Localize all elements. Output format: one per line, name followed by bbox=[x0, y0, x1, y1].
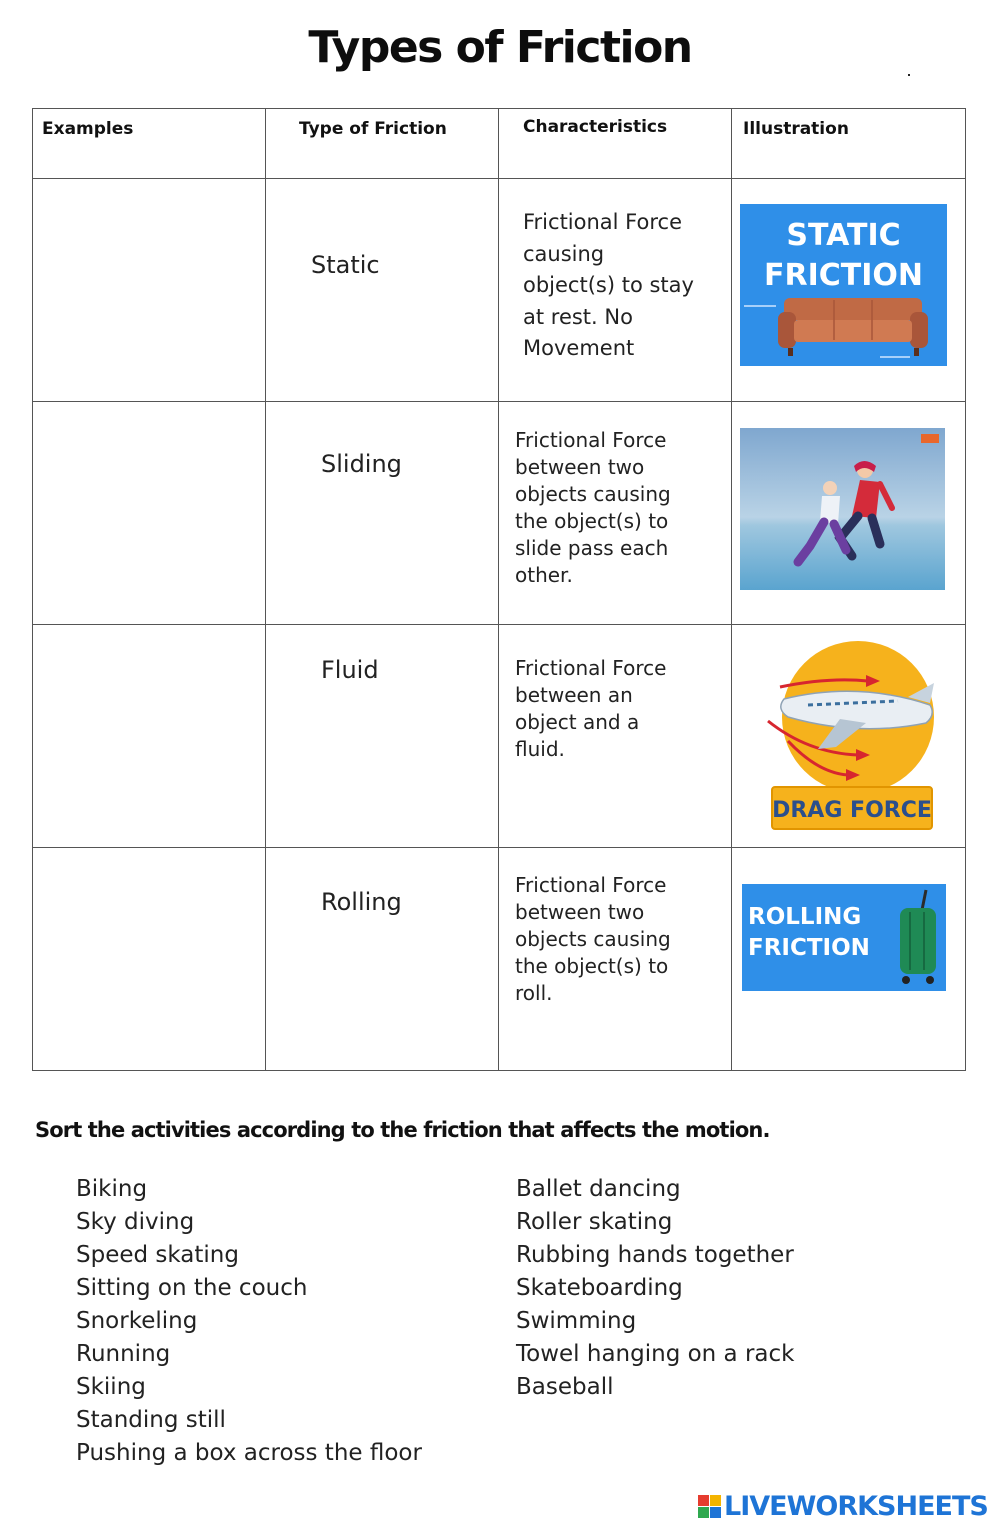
table-row bbox=[33, 402, 966, 625]
activity-item[interactable]: Snorkeling bbox=[76, 1308, 198, 1334]
table-row bbox=[33, 179, 966, 402]
illustration-cell bbox=[732, 625, 966, 848]
characteristics-cell bbox=[499, 402, 732, 625]
header-label: Characteristics bbox=[523, 117, 668, 137]
activity-item[interactable]: Sky diving bbox=[76, 1209, 195, 1235]
examples-cell[interactable] bbox=[33, 402, 266, 625]
activity-item[interactable]: Skateboarding bbox=[516, 1275, 683, 1301]
static-friction-illustration bbox=[740, 204, 947, 366]
illustration-cell bbox=[732, 402, 966, 625]
activity-item[interactable]: Standing still bbox=[76, 1407, 226, 1433]
type-label: Rolling bbox=[321, 888, 402, 916]
activity-item[interactable]: Towel hanging on a rack bbox=[516, 1341, 795, 1367]
type-cell bbox=[266, 625, 499, 848]
header-label: Illustration bbox=[743, 119, 849, 139]
activity-item[interactable]: Baseball bbox=[516, 1374, 614, 1400]
header-label: Type of Friction bbox=[299, 119, 447, 139]
couch-icon bbox=[740, 292, 947, 362]
logo-mark-icon bbox=[698, 1495, 721, 1518]
type-label: Sliding bbox=[321, 450, 402, 478]
header-examples bbox=[33, 109, 266, 179]
illustration-cell bbox=[732, 179, 966, 402]
type-cell bbox=[266, 402, 499, 625]
activity-item[interactable]: Skiing bbox=[76, 1374, 146, 1400]
activities-list-right bbox=[516, 1173, 794, 1404]
drag-force-label: DRAG FORCE bbox=[772, 798, 932, 823]
header-type bbox=[266, 109, 499, 179]
type-cell bbox=[266, 848, 499, 1071]
examples-cell[interactable] bbox=[33, 625, 266, 848]
logo-text: LIVEWORKSHEETS bbox=[724, 1490, 988, 1522]
header-illustration bbox=[732, 109, 966, 179]
illus-label: FRICTION bbox=[763, 258, 923, 293]
activity-item[interactable]: Rubbing hands together bbox=[516, 1242, 794, 1268]
illus-label: STATIC bbox=[786, 218, 901, 253]
activity-item[interactable]: Roller skating bbox=[516, 1209, 673, 1235]
page-title: Types of Friction bbox=[308, 22, 692, 73]
characteristics-text: Frictional Force between two objects causing the object(s) to roll. bbox=[515, 873, 671, 1005]
activities-list-left bbox=[76, 1173, 422, 1470]
illus-label: ROLLING bbox=[748, 904, 862, 930]
liveworksheets-logo bbox=[698, 1488, 988, 1524]
rolling-friction-illustration bbox=[742, 884, 946, 991]
table-row bbox=[33, 625, 966, 848]
stray-dot bbox=[908, 74, 910, 76]
activity-item[interactable]: Speed skating bbox=[76, 1242, 239, 1268]
activity-item[interactable]: Pushing a box across the floor bbox=[76, 1440, 422, 1466]
airplane-icon bbox=[758, 637, 944, 837]
characteristics-cell bbox=[499, 625, 732, 848]
illus-label: FRICTION bbox=[748, 935, 870, 961]
type-label: Static bbox=[311, 251, 380, 279]
ice-skaters-icon bbox=[740, 428, 945, 590]
characteristics-text: Frictional Force between two objects causing the object(s) to slide pass each other. bbox=[515, 428, 671, 587]
activity-item[interactable]: Running bbox=[76, 1341, 171, 1367]
characteristics-text: Frictional Force causing object(s) to stay at rest. No Movement bbox=[523, 210, 694, 360]
header-characteristics bbox=[499, 109, 732, 179]
examples-cell[interactable] bbox=[33, 848, 266, 1071]
illustration-cell bbox=[732, 848, 966, 1071]
activity-item[interactable]: Sitting on the couch bbox=[76, 1275, 308, 1301]
characteristics-cell bbox=[499, 848, 732, 1071]
activity-item[interactable]: Ballet dancing bbox=[516, 1176, 681, 1202]
table-row bbox=[33, 848, 966, 1071]
activity-item[interactable]: Swimming bbox=[516, 1308, 637, 1334]
suitcase-icon bbox=[892, 888, 944, 988]
type-cell bbox=[266, 179, 499, 402]
characteristics-cell bbox=[499, 179, 732, 402]
table-header-row bbox=[33, 109, 966, 179]
type-label: Fluid bbox=[321, 656, 379, 684]
examples-cell[interactable] bbox=[33, 179, 266, 402]
activity-item[interactable]: Biking bbox=[76, 1176, 148, 1202]
characteristics-text: Frictional Force between an object and a fluid. bbox=[515, 656, 667, 761]
friction-table bbox=[32, 108, 966, 1071]
header-label: Examples bbox=[42, 119, 134, 139]
sort-instruction: Sort the activities according to the friction that affects the motion. bbox=[35, 1118, 770, 1142]
